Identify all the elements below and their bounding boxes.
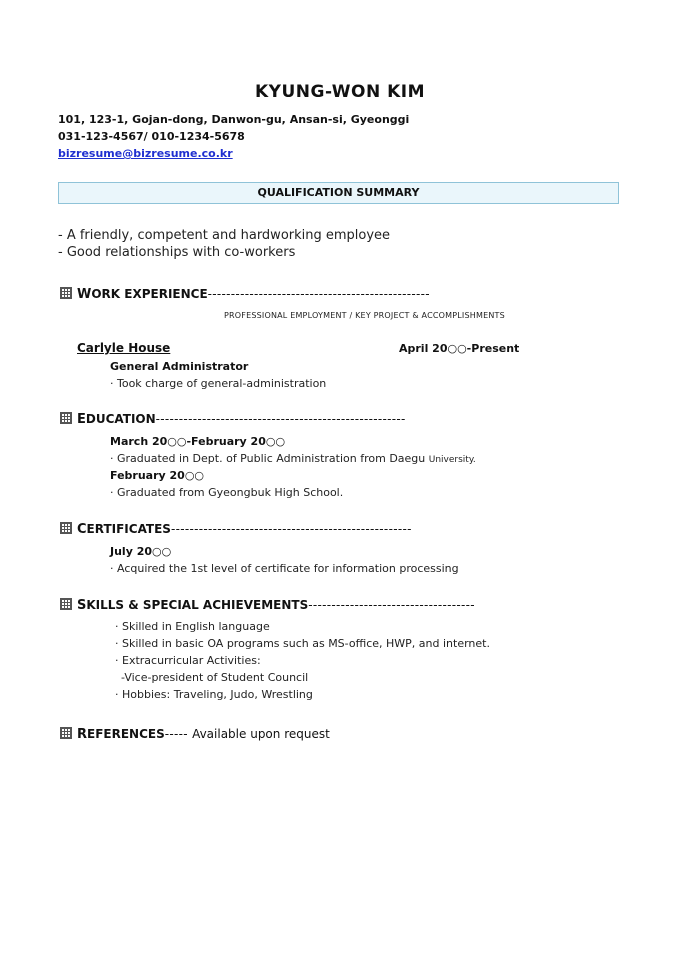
section-title-cap: R [77, 727, 88, 742]
section-title-cap: E [77, 412, 86, 427]
education-desc-small: University. [428, 455, 476, 465]
education-desc-text: · Graduated in Dept. of Public Administration from Daegu [110, 452, 426, 465]
email-link[interactable]: bizresume@bizresume.co.kr [58, 147, 233, 160]
section-skills [60, 598, 475, 613]
employment-period: April 20○○-Present [399, 342, 520, 355]
company-name: Carlyle House [77, 341, 171, 355]
education-desc: · Graduated from Gyeongbuk High School. [110, 486, 344, 499]
section-bullet-icon [60, 727, 72, 739]
section-references [60, 727, 330, 742]
qualification-summary-heading: QUALIFICATION SUMMARY [58, 182, 619, 204]
section-bullet-icon [60, 522, 72, 534]
resume-name: KYUNG-WON KIM [254, 82, 426, 102]
section-work-experience [60, 287, 430, 302]
section-title: EFERENCES [87, 727, 165, 741]
education-date: March 20○○-February 20○○ [110, 435, 286, 448]
section-title: ERTIFICATES [86, 522, 171, 536]
skill-item: · Extracurricular Activities: [115, 654, 261, 667]
certificate-date: July 20○○ [110, 545, 172, 558]
references-text: Available upon request [192, 727, 330, 741]
section-rule: ------------------------------------------------ [207, 287, 430, 301]
section-bullet-icon [60, 412, 72, 424]
education-desc [110, 452, 476, 465]
section-certificates [60, 522, 412, 537]
section-title: DUCATION [85, 412, 156, 426]
work-subheading: PROFESSIONAL EMPLOYMENT / KEY PROJECT & ACCOMPLISHMENTS [224, 311, 505, 320]
qualification-item: - Good relationships with co-workers [58, 245, 296, 260]
section-title-cap: W [77, 287, 92, 302]
job-title: General Administrator [110, 360, 249, 373]
phone-numbers: 031-123-4567/ 010-1234-5678 [58, 130, 245, 143]
skill-item: · Skilled in basic OA programs such as MS-office, HWP, and internet. [115, 637, 490, 650]
section-bullet-icon [60, 287, 72, 299]
section-title-cap: S [77, 598, 87, 613]
skill-item: -Vice-president of Student Council [121, 671, 309, 684]
section-rule: ------------------------------------------------------ [155, 412, 406, 426]
section-title-cap: C [77, 522, 87, 537]
education-date: February 20○○ [110, 469, 205, 482]
address: 101, 123-1, Gojan-dong, Danwon-gu, Ansan-si, Gyeonggi [58, 113, 410, 126]
section-rule: ---------------------------------------------------- [170, 522, 412, 536]
certificate-desc: · Acquired the 1st level of certificate for information processing [110, 562, 459, 575]
section-title: ORK EXPERIENCE [91, 287, 208, 301]
section-education [60, 412, 406, 427]
section-title: KILLS & SPECIAL ACHIEVEMENTS [86, 598, 309, 612]
section-bullet-icon [60, 598, 72, 610]
job-duty: · Took charge of general-administration [110, 377, 327, 390]
section-rule: ----- [164, 727, 188, 741]
skill-item: · Skilled in English language [115, 620, 270, 633]
section-rule: ------------------------------------ [308, 598, 475, 612]
qualification-item: - A friendly, competent and hardworking employee [58, 228, 391, 243]
skill-item: · Hobbies: Traveling, Judo, Wrestling [115, 688, 313, 701]
